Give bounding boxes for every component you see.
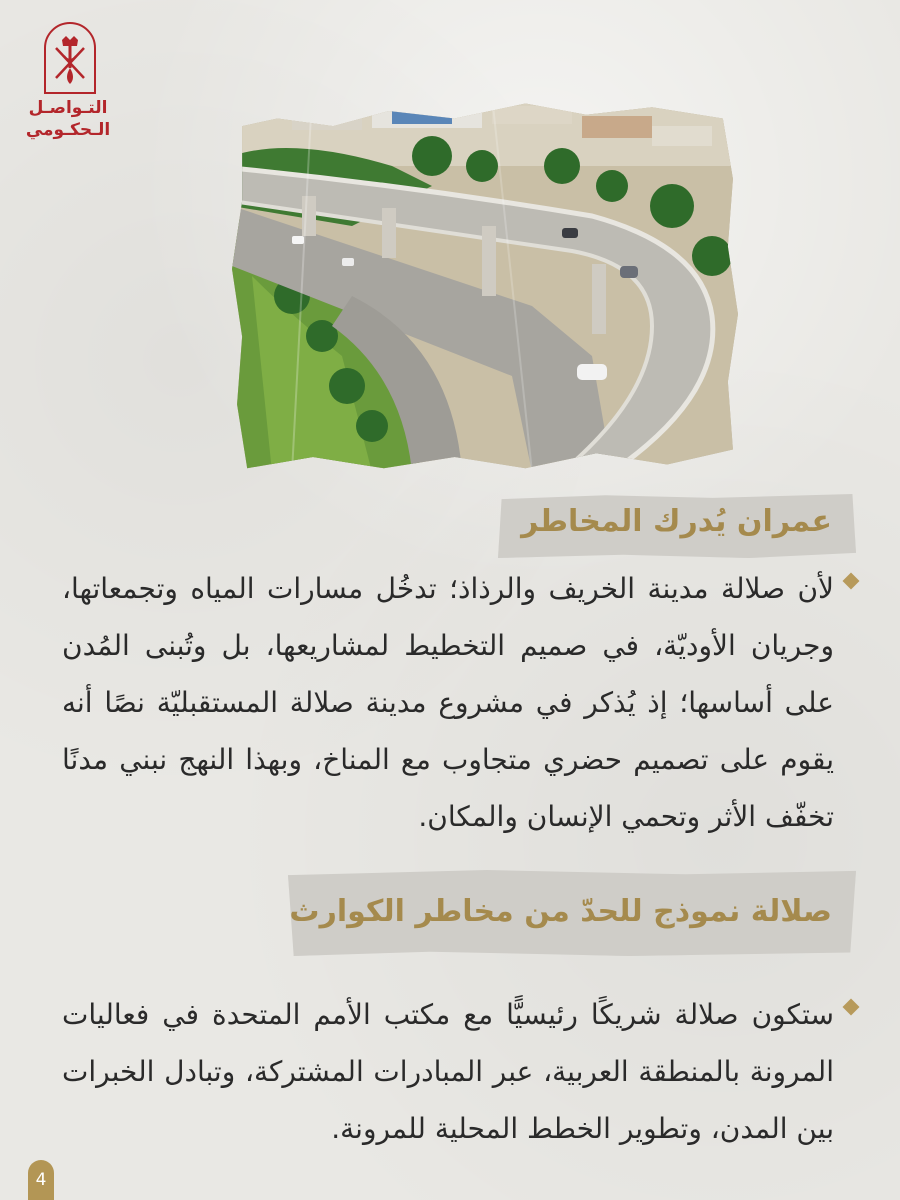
logo-line-2: الـحكـومي xyxy=(25,120,111,140)
section-2-heading: صلالة نموذج للحدّ من مخاطر الكوارث xyxy=(289,894,832,929)
section-2-paragraph: ستكون صلالة شريكًا رئيسيًّا مع مكتب الأمم المتحدة في فعاليات المرونة بالمنطقة العربية، عبر المبادرات المشتركة، وتبادل الخبرات بين المدن، وتطوير الخطط المحلية للمرونة. xyxy=(62,998,834,1145)
section-1-heading: عمران يُدرك المخاطر xyxy=(521,504,832,539)
logo-line-1: التـواصـل xyxy=(28,98,108,118)
flyover-road-photo xyxy=(232,96,738,472)
government-communication-logo xyxy=(18,22,118,142)
oman-emblem-icon xyxy=(44,22,96,94)
page-number: 4 xyxy=(28,1160,54,1200)
diamond-bullet-icon xyxy=(843,573,860,590)
diamond-bullet-icon xyxy=(843,999,860,1016)
section-1-paragraph: لأن صلالة مدينة الخريف والرذاذ؛ تدخُل مسارات المياه وتجمعاتها، وجريان الأوديّة، في صميم التخطيط لمشاريعها، بل وتُبنى المُدن على أساسها؛ إذ يُذكر في مشروع مدينة صلالة المستقبليّة نصًا أنه يقوم على تصميم حضري متجاوب مع المناخ، وبهذا النهج نبني مدنًا تخفّف الأثر وتحمي الإنسان والمكان. xyxy=(62,572,834,833)
